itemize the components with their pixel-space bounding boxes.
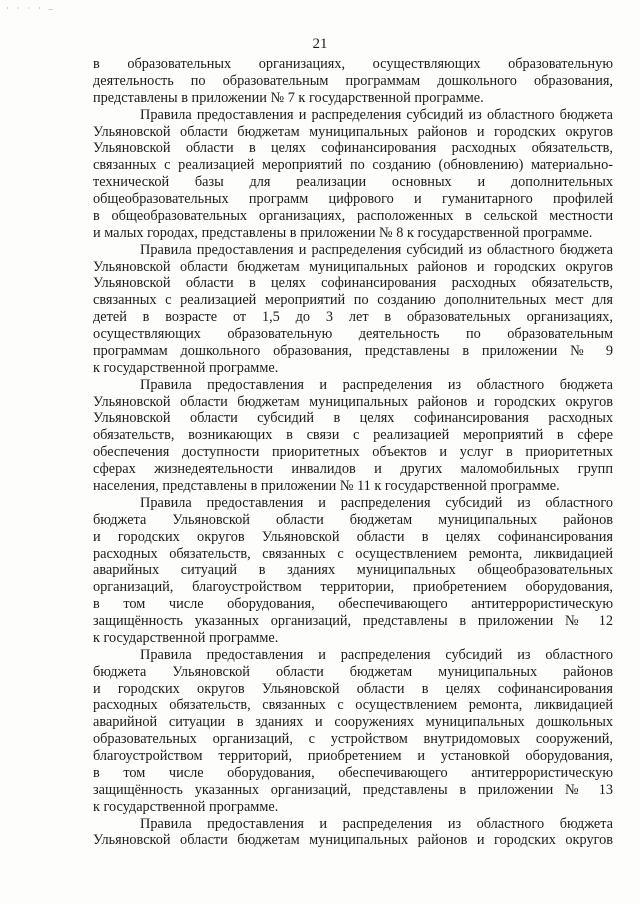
- text-line: защищённость указанных организаций, представлены в приложении № 12: [93, 613, 613, 630]
- text-line: защищённость указанных организаций, представлены в приложении № 13: [93, 781, 613, 798]
- text-line: и городских округов Ульяновской области в целях софинансирования: [93, 680, 613, 697]
- paragraph-first-line: Правила предоставления и распределения субсидий из областного: [140, 494, 613, 511]
- text-line: связанных с реализацией мероприятий по созданию дополнительных мест для: [93, 292, 613, 309]
- paragraph-first-line: Правила предоставления и распределения субсидий из областного бюджета: [140, 106, 613, 123]
- text-line: аварийных ситуаций в зданиях муниципальных общеобразовательных: [93, 562, 613, 579]
- paragraph-first-line: Правила предоставления и распределения субсидий из областного бюджета: [140, 241, 613, 258]
- text-line: Ульяновской области в целях софинансирования расходных обязательств,: [93, 275, 613, 292]
- paragraph-first-line: Правила предоставления и распределения из областного бюджета: [140, 815, 613, 832]
- text-line: общеобразовательных программ цифрового и гуманитарного профилей: [93, 191, 613, 208]
- text-line: Ульяновской области в целях софинансирования расходных обязательств,: [93, 140, 613, 157]
- page-number: 21: [312, 36, 328, 52]
- text-line: населения, представлены в приложении № 11 к государственной программе.: [93, 478, 560, 494]
- text-line: Ульяновской области бюджетам муниципальных районов и городских округов: [93, 123, 613, 140]
- text-line: программам дошкольного образования, представлены в приложении № 9: [93, 342, 613, 359]
- text-line: деятельность по образовательным программам дошкольного образования,: [93, 72, 613, 89]
- text-line: расходных обязательств, связанных с осуществлением ремонта, ликвидацией: [93, 697, 613, 714]
- scan-corner-marks: · · · · –: [6, 4, 56, 13]
- text-line: в том числе оборудования, обеспечивающего антитеррористическую: [93, 596, 613, 613]
- paragraph-first-line: Правила предоставления и распределения субсидий из областного: [140, 646, 613, 663]
- text-line: Ульяновской области бюджетам муниципальных районов и городских округов: [93, 393, 613, 410]
- text-line: представлены в приложении № 7 к государственной программе.: [93, 89, 484, 106]
- text-line: Ульяновской области субсидий в целях софинансирования расходных: [93, 410, 613, 427]
- text-line: Ульяновской области бюджетам муниципальных районов и городских округов: [93, 832, 613, 849]
- text-line: детей в возрасте от 1,5 до 3 лет в образовательных организациях,: [93, 309, 613, 326]
- text-line: обеспечения доступности приоритетных объектов и услуг в приоритетных: [93, 444, 613, 461]
- text-line: обязательств, возникающих в связи с реализацией мероприятий в сфере: [93, 427, 613, 444]
- text-line: аварийной ситуации в зданиях и сооружениях муниципальных дошкольных: [93, 714, 613, 731]
- text-line: образовательных организаций, с устройством внутридомовых сооружений,: [93, 731, 613, 748]
- text-line: в общеобразовательных организациях, расположенных в сельской местности: [93, 207, 613, 224]
- text-line: к государственной программе.: [93, 798, 279, 815]
- text-line: и малых городах, представлены в приложении № 8 к государственной программе.: [93, 224, 593, 241]
- paragraph-first-line: Правила предоставления и распределения из областного бюджета: [140, 376, 613, 393]
- text-line: в том числе оборудования, обеспечивающего антитеррористическую: [93, 764, 613, 781]
- text-line: в образовательных организациях, осуществляющих образовательную: [93, 56, 613, 72]
- text-line: бюджета Ульяновской области бюджетам муниципальных районов: [93, 511, 613, 528]
- text-line: сферах жизнедеятельности инвалидов и других маломобильных групп: [93, 461, 613, 478]
- text-line: к государственной программе.: [93, 359, 279, 376]
- text-line: расходных обязательств, связанных с осуществлением ремонта, ликвидацией: [93, 545, 613, 562]
- text-line: бюджета Ульяновской области бюджетам муниципальных районов: [93, 663, 613, 680]
- text-line: благоустройством территорий, приобретением и установкой оборудования,: [93, 748, 613, 765]
- text-line: осуществляющих образовательную деятельность по образовательным: [93, 326, 613, 343]
- text-line: технической базы для реализации основных и дополнительных: [93, 174, 613, 191]
- text-line: и городских округов Ульяновской области в целях софинансирования: [93, 528, 613, 545]
- text-line: Ульяновской области бюджетам муниципальных районов и городских округов: [93, 258, 613, 275]
- text-line: связанных с реализацией мероприятий по созданию (обновлению) материально-: [93, 157, 613, 174]
- text-line: к государственной программе.: [93, 629, 279, 646]
- text-line: организаций, благоустройством территории, приобретением оборудования,: [93, 579, 613, 596]
